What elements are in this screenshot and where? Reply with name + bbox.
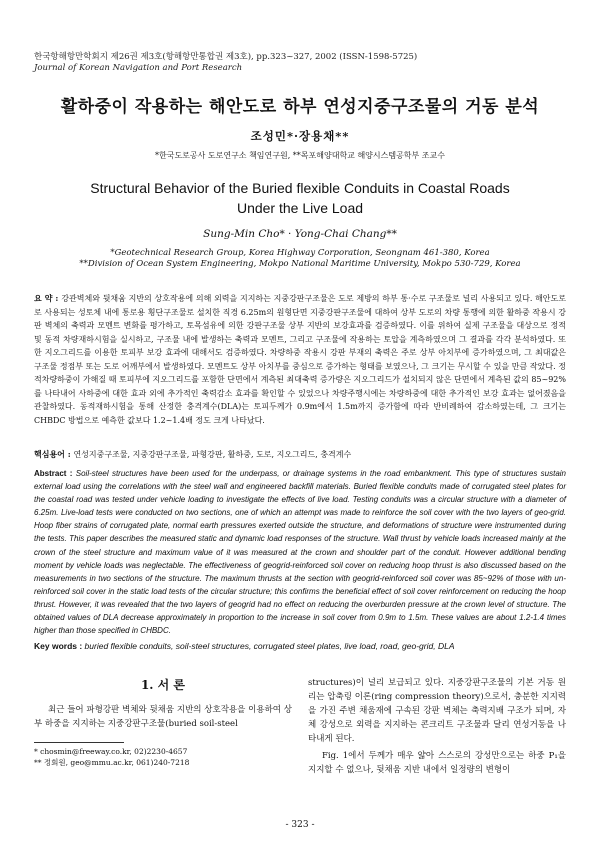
affiliation-en-line2: **Division of Ocean System Engineering, Mokpo National Maritime University, Mokpo 530-729, Korea	[79, 259, 521, 269]
abstract-ko-text: 강관벽체와 뒷채움 지반의 상호작용에 의해 외력을 지지하는 지중강판구조물은 도로 제방의 하부 통·수로 구조물로 널리 사용되고 있다. 해안도로로 사용되는 성토체 내에 통로용 횡단구조물로 설치한 직경 6.25m의 원형단면 지중강판구조물에 대하여 상부 도로의 차량 통행에 의한 활하중 작용시 강판 벽체의 축력과 모멘트 변화를 평가하고, 토목섬유에 의한 강판구조물 상부 지반의 보강효과를 검증하였다. 이를 위하여 실제 구조물을 대상으로 정적 및 동적 차량재하시험을 실시하고, 구조물 내에 발생하는 축력과 모멘트, 그리고 구조물에 작용하는 토압을 계측하였으며 그 결과를 각각 분석하였다. 또한 지오그리드를 이용한 토피부 보강 효과에 대해서도 검증하였다. 차량하중 작용시 강판 부재의 축력은 주로 상부 아치부에 증가하였으며, 그 최대값은 구조물 정점부 또는 도로 어깨부에서 발생하였다. 모멘트도 상부 아치부를 중심으로 증가하는 형태를 보였으나, 그 크기는 무시할 수 있을 만큼 작았다. 정적차량하중이 가해질 때 토피부에 지오그리드를 포함한 단면에서 계측된 최대축력 증가량은 지오그리드가 설치되지 않은 단면에서 계측된 값의 85~92%를 나타내어 사하중에 대한 효과 외에 추가적인 축력감소 효과를 확인할 수 있었으나 차량주행시에는 차량하중에 대한 추가적인 보강 효과는 없어졌음을 관찰하였다. 동적재하시험을 통해 산정한 충격계수(DLA)는 토피두께가 0.9m에서 1.5m까지 증가함에 따라 반비례하여 감소하였는데, 그 크기는 CHBDC 방법으로 예측한 값보다 1.2~1.4배 정도 크게 나타났다.	[34, 294, 566, 425]
abstract-ko	[34, 292, 566, 427]
page-number: - 323 -	[285, 820, 315, 830]
abstract-en-text: Soil-steel structures have been used for the underpass, or drainage systems in the road embankment. This type of structures sustain external load using the correlations with the steel wall and engineered backfill materials. Buried flexible conduits made of corrugated steel plates for the coastal road was tested under vehicle loading to investigate the effects of live load. Testing conduits was a circular structure with a diameter of 6.25m. Live-load tests were conducted on two sections, one of which an attempt was made to reinforce the soil cover with the two layers of geo-grid. Hoop fiber strains of corrugated plate, normal earth pressures exerted outside the structure, and deformations of structure were instrumented during the tests. This paper describes the measured static and dynamic load responses of the structure. Wall thrust by vehicle loads increased mainly at the crown of the steel structure and maximum value of it was measured at the crown and shoulder part of the conduit. However additional bending moment by vehicle loads was neglectable. The effectiveness of geogrid-reinforced soil cover on reducing hoop thrust is also discussed based on the measurements in two sections of the structure. The maximum thrusts at the section with geogrid-reinforced soil cover was 85~92% of those with un-reinforced soil cover in the static load tests of the circular structure; this confirms the beneficial effect of soil cover reinforcement on reducing the hoop thrust. However, it was revealed that the two layers of geogrid had no effect on reducing the overburden pressure at the crown level of structure. The obtained values of DLA decrease approximately in proportion to the increase in soil cover from 0.9m to 1.5m. These values are about 1.2-1.4 times higher than those specified in CHBDC.	[34, 469, 567, 636]
right-column	[308, 676, 566, 777]
footnote-2: ** 정회원, geo@mmu.ac.kr, 061)240-7218	[34, 758, 190, 767]
journal-header	[34, 52, 554, 74]
keywords-en	[34, 640, 566, 652]
footnote-1: * chosmin@freeway.co.kr, 02)2230-4657	[34, 747, 188, 756]
footnote-divider	[34, 742, 124, 743]
abstract-en-label: Abstract :	[34, 469, 76, 478]
footnotes	[34, 746, 292, 768]
affiliation-ko: *한국도로공사 도로연구소 책임연구원, **목포해양대학교 해양시스템공학부 조교수	[154, 151, 445, 160]
keywords-en-label: Key words :	[34, 641, 85, 651]
keywords-en-text: buried flexible conduits, soil-steel structures, corrugated steel plates, live load, road, geo-grid, DLA	[84, 641, 455, 651]
title-en-line2: Under the Live Load	[236, 200, 364, 216]
introduction-paragraph-1: 최근 들어 파형강판 벽체와 뒷채움 지반의 상호작용을 이용하여 상부 하중을 지지하는 지중강판구조물(buried soil-steel	[34, 705, 292, 729]
authors-ko: 조성민*·장용채**	[250, 129, 350, 143]
journal-name-en: Journal of Korean Navigation and Port Research	[34, 63, 243, 73]
keywords-ko-text: 연성지중구조물, 지중강판구조물, 파형강판, 활하중, 도로, 지오그리드, 충격계수	[73, 450, 352, 459]
keywords-ko-label: 핵심용어 :	[34, 449, 74, 459]
introduction-paragraph-2: Fig. 1에서 두께가 매우 얇아 스스로의 강성만으로는 하중 P₁을 지지할 수 없으나, 뒷채움 지반 내에서 일정량의 변형이	[308, 751, 566, 775]
paper-title-ko: 활하중이 작용하는 해안도로 하부 연성지중구조물의 거동 분석	[60, 97, 540, 117]
affiliation-en-line1: *Geotechnical Research Group, Korea Highway Corporation, Seongnam 461-380, Korea	[110, 248, 490, 258]
authors-en: Sung-Min Cho* · Yong-Chai Chang**	[203, 228, 397, 240]
affiliation-en	[0, 248, 600, 270]
abstract-ko-label: 요 약 :	[34, 293, 62, 303]
keywords-ko	[34, 448, 566, 461]
left-column	[34, 676, 292, 731]
abstract-en	[34, 467, 566, 637]
paper-title-en	[0, 178, 600, 218]
introduction-paragraph-continued: structures)이 널리 보급되고 있다. 지중강판구조물의 기본 거동 원리는 압축링 이론(ring compression theory)으로서, 충분한 지지력을 가진 주변 채움재에 구속된 강판 벽체는 축력지배 구조가 되며, 자체 강성으로 외력을 지지하는 콘크리트 구조물과 달리 연성거동을 나타내게 된다.	[308, 678, 566, 744]
section-heading-introduction: 1. 서 론	[140, 678, 186, 692]
journal-citation: 한국항해항만학회지 제26권 제3호(항해항만통합권 제3호), pp.323~327, 2002 (ISSN-1598-5725)	[34, 52, 418, 62]
title-en-line1: Structural Behavior of the Buried flexible Conduits in Coastal Roads	[90, 180, 510, 196]
